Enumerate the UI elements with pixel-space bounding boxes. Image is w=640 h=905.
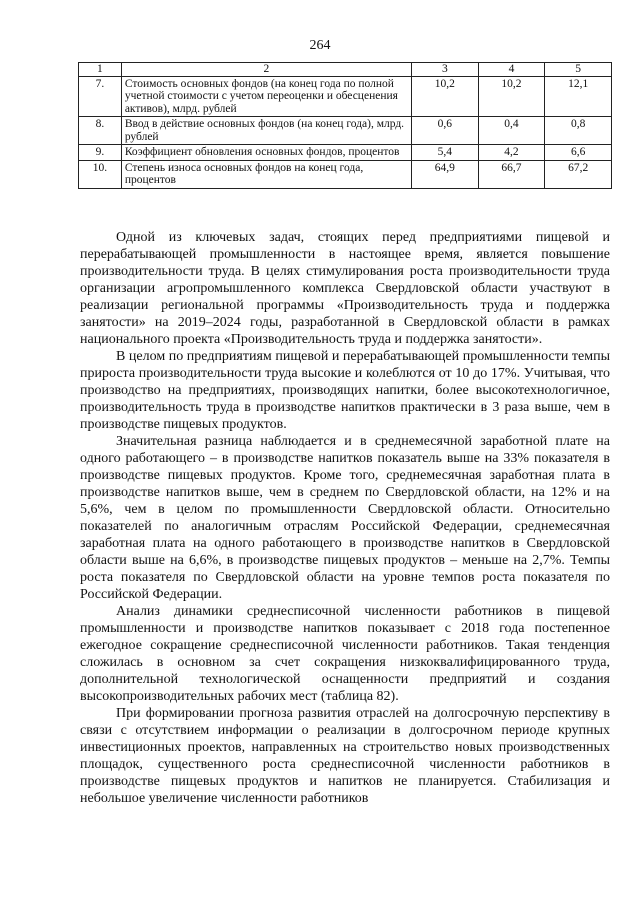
table-row bbox=[79, 160, 612, 188]
row-indicator-name: Степень износа основных фондов на конец года, процентов bbox=[121, 160, 411, 188]
body-text bbox=[80, 229, 610, 807]
table-row bbox=[79, 117, 612, 145]
row-value-3: 6,6 bbox=[545, 145, 612, 161]
paragraph-employment-dynamics: Анализ динамики среднесписочной численности работников в пищевой промышленности и производстве напитков показывает с 2018 года постепенное ежегодное сокращение среднесписочной численности работников. Такая тенденция сложилась в основном за счет сокращения низкоквалифицированного труда, дополнительной технологической оснащенности предприятий и создания высокопроизводительных рабочих мест (таблица 82). bbox=[80, 604, 610, 704]
row-value-2: 0,4 bbox=[478, 117, 545, 145]
row-number: 9. bbox=[79, 145, 122, 161]
paragraph-wages: Значительная разница наблюдается и в среднемесячной заработной плате на одного работающего – в производстве напитков показатель выше на 33% показателя в производстве пищевых продуктов. Кроме того, среднемесячная заработная плата в производстве напитков выше, чем в среднем по Свердловской области, на 12% и на 5,6%, чем в целом по промышленности Свердловской области. Относительно показателей по аналогичным отраслям Российской Федерации, среднемесячная заработная плата на одного работающего в производстве напитков в Свердловской области выше на 6,6%, в производстве пищевых продуктов – меньше на 2,7%. Темпы роста показателя по Свердловской области на уровне темпов роста показателя по Российской Федерации. bbox=[80, 434, 610, 602]
row-number: 7. bbox=[79, 76, 122, 117]
header-col-3: 3 bbox=[411, 63, 478, 77]
header-col-1: 1 bbox=[79, 63, 122, 77]
row-indicator-name: Ввод в действие основных фондов (на конец года), млрд. рублей bbox=[121, 117, 411, 145]
row-indicator-name: Коэффициент обновления основных фондов, процентов bbox=[121, 145, 411, 161]
row-number: 10. bbox=[79, 160, 122, 188]
paragraph-productivity-growth: В целом по предприятиям пищевой и перерабатывающей промышленности темпы прироста производительности труда высокие и колеблются от 10 до 17%. Учитывая, что производство на предприятиях, производящих напитки, более высокотехнологичное, производительность труда в производстве напитков практически в 3 раза выше, чем в производстве пищевых продуктов. bbox=[80, 349, 610, 432]
row-value-3: 0,8 bbox=[545, 117, 612, 145]
table-row bbox=[79, 76, 612, 117]
header-col-5: 5 bbox=[545, 63, 612, 77]
row-value-3: 12,1 bbox=[545, 76, 612, 117]
paragraph-forecast: При формировании прогноза развития отраслей на долгосрочную перспективу в связи с отсутствием информации о реализации в долгосрочном периоде крупных инвестиционных проектов, направленных на строительство новых производственных площадок, существенного роста среднесписочной численности работников в производстве пищевых продуктов и напитков не планируется. Стабилизация и небольшое увеличение численности работников bbox=[80, 706, 610, 806]
row-value-2: 66,7 bbox=[478, 160, 545, 188]
paragraph-productivity-goal: Одной из ключевых задач, стоящих перед предприятиями пищевой и перерабатывающей промышленности в настоящее время, является повышение производительности труда. В целях стимулирования роста производительности труда организации агропромышленного комплекса Свердловской области участвуют в реализации региональной программы «Производительность труда и поддержка занятости» на 2019–2024 годы, разработанной в Свердловской области в рамках национального проекта «Производительность труда и поддержка занятости». bbox=[80, 230, 610, 347]
row-value-1: 64,9 bbox=[411, 160, 478, 188]
row-value-1: 0,6 bbox=[411, 117, 478, 145]
row-indicator-name: Стоимость основных фондов (на конец года по полной учетной стоимости с учетом переоценки и обесценения активов), млрд. рублей bbox=[121, 76, 411, 117]
row-number: 8. bbox=[79, 117, 122, 145]
header-col-4: 4 bbox=[478, 63, 545, 77]
table-header-row bbox=[79, 63, 612, 77]
header-col-2: 2 bbox=[121, 63, 411, 77]
row-value-1: 10,2 bbox=[411, 76, 478, 117]
page-number: 264 bbox=[309, 38, 331, 53]
row-value-2: 4,2 bbox=[478, 145, 545, 161]
row-value-1: 5,4 bbox=[411, 145, 478, 161]
row-value-2: 10,2 bbox=[478, 76, 545, 117]
table-row bbox=[79, 145, 612, 161]
row-value-3: 67,2 bbox=[545, 160, 612, 188]
indicators-table bbox=[78, 62, 612, 189]
